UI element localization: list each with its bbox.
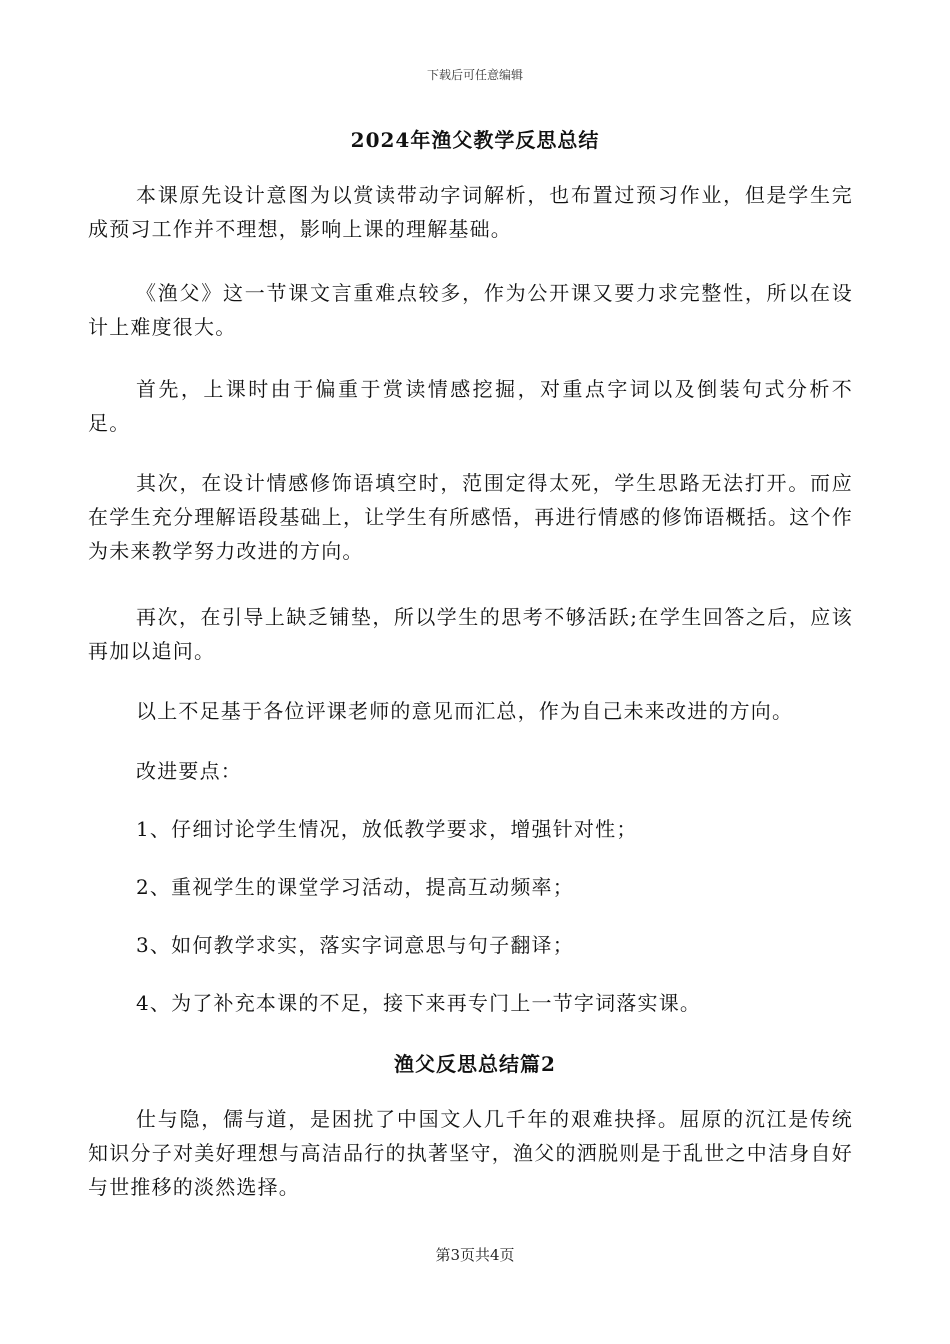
paragraph: 《渔父》这一节课文言重难点较多，作为公开课又要力求完整性，所以在设计上难度很大。: [88, 281, 853, 339]
list-heading: 改进要点：: [136, 759, 242, 783]
paragraph: 其次，在设计情感修饰语填空时，范围定得太死，学生思路无法打开。而应在学生充分理解语段基础上，让学生有所感悟，再进行情感的修饰语概括。这个作为未来教学努力改进的方向。: [88, 471, 853, 563]
paragraph: 再次，在引导上缺乏铺垫，所以学生的思考不够活跃;在学生回答之后，应该再加以追问。: [88, 605, 853, 663]
section-title: 渔父反思总结篇2: [394, 1052, 556, 1076]
page-header: 下载后可任意编辑: [426, 68, 523, 82]
paragraph: 仕与隐，儒与道，是困扰了中国文人几千年的艰难抉择。屈原的沉江是传统知识分子对美好理想与高洁品行的执著坚守，渔父的洒脱则是于乱世之中洁身自好与世推移的淡然选择。: [88, 1107, 853, 1199]
list-item: 2、重视学生的课堂学习活动，提高互动频率；: [136, 875, 574, 899]
list-item: 1、仔细讨论学生情况，放低教学要求，增强针对性；: [136, 817, 638, 841]
paragraph: 首先，上课时由于偏重于赏读情感挖掘，对重点字词以及倒装句式分析不足。: [88, 377, 853, 435]
list-item: 4、为了补充本课的不足，接下来再专门上一节字词落实课。: [136, 991, 702, 1015]
paragraph: 本课原先设计意图为以赏读带动字词解析，也布置过预习作业，但是学生完成预习工作并不理想，影响上课的理解基础。: [88, 183, 853, 241]
list-item: 3、如何教学求实，落实字词意思与句子翻译；: [136, 933, 574, 957]
document-title: 2024年渔父教学反思总结: [350, 128, 600, 152]
paragraph: 以上不足基于各位评课老师的意见而汇总，作为自己未来改进的方向。: [136, 699, 794, 723]
page-footer: 第3页共4页: [435, 1246, 515, 1264]
